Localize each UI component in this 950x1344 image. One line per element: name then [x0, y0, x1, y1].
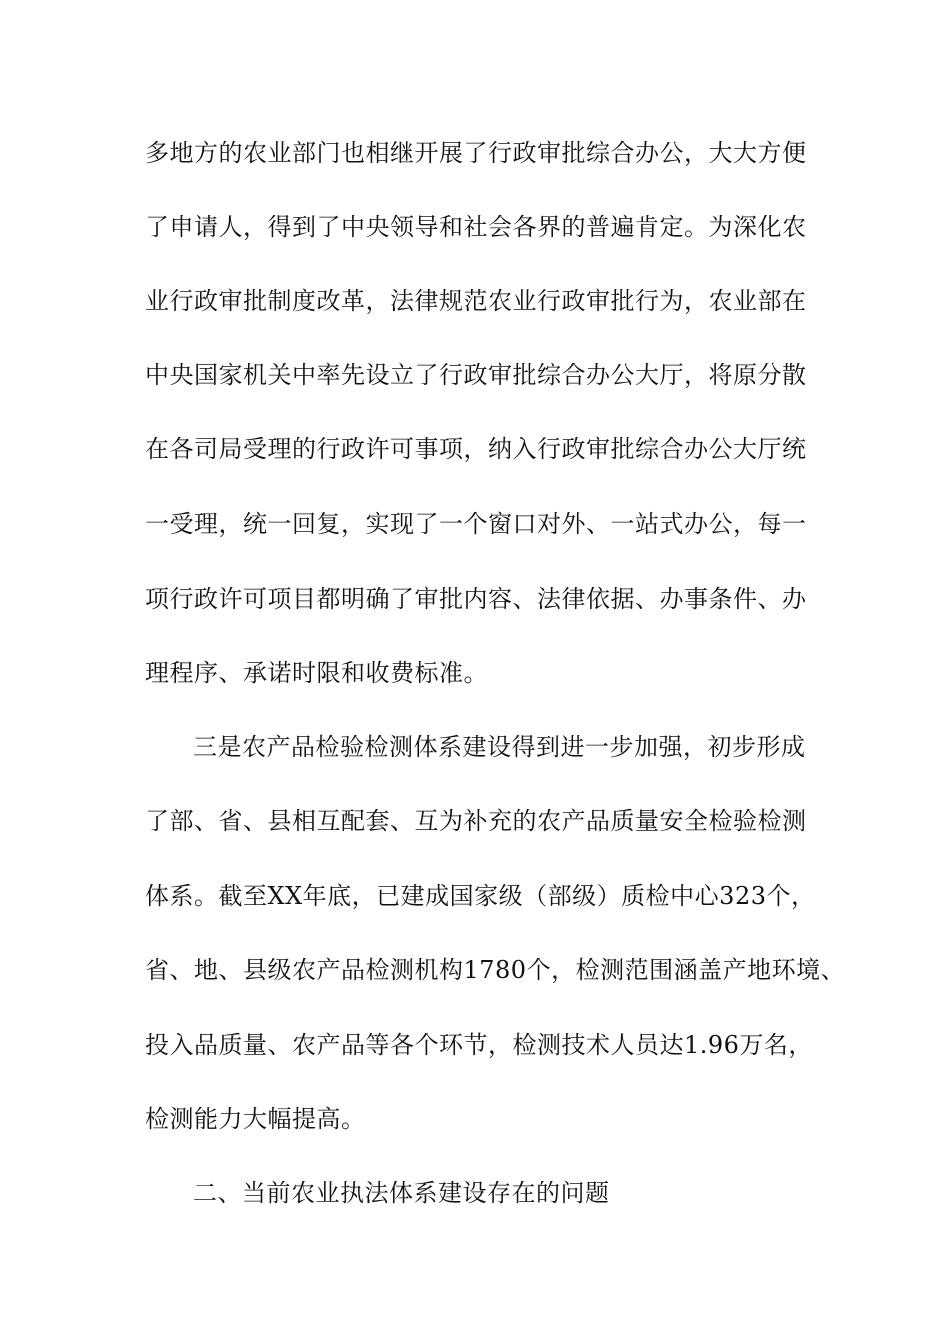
text-line: 了部、省、县相互配套、互为补充的农产品质量安全检验检测 [145, 807, 807, 835]
text-line: 检测能力大幅提高。 [145, 1105, 366, 1133]
text-line: 中央国家机关中率先设立了行政审批综合办公大厅，将原分散 [145, 361, 807, 389]
paragraph-start-line: 三是农产品检验检测体系建设得到进一步加强，初步形成 [193, 733, 806, 761]
text-line: 省、地、县级农产品检测机构1780个，检测范围涵盖产地环境、 [145, 956, 846, 984]
section-heading: 二、当前农业执法体系建设存在的问题 [193, 1179, 610, 1207]
text-line: 在各司局受理的行政许可事项，纳入行政审批综合办公大厅统 [145, 435, 807, 463]
text-line: 业行政审批制度改革，法律规范农业行政审批行为，农业部在 [145, 287, 807, 315]
text-line: 了申请人，得到了中央领导和社会各界的普遍肯定。为深化农 [145, 213, 807, 241]
text-line: 体系。截至XX年底，已建成国家级（部级）质检中心323个， [145, 882, 816, 910]
text-line: 一受理，统一回复，实现了一个窗口对外、一站式办公，每一 [145, 510, 807, 538]
text-line: 投入品质量、农产品等各个环节，检测技术人员达1.96万名， [145, 1031, 813, 1059]
text-line: 项行政许可项目都明确了审批内容、法律依据、办事条件、办 [145, 585, 807, 613]
text-line: 理程序、承诺时限和收费标准。 [145, 659, 488, 687]
text-line: 多地方的农业部门也相继开展了行政审批综合办公，大大方便 [145, 139, 807, 167]
